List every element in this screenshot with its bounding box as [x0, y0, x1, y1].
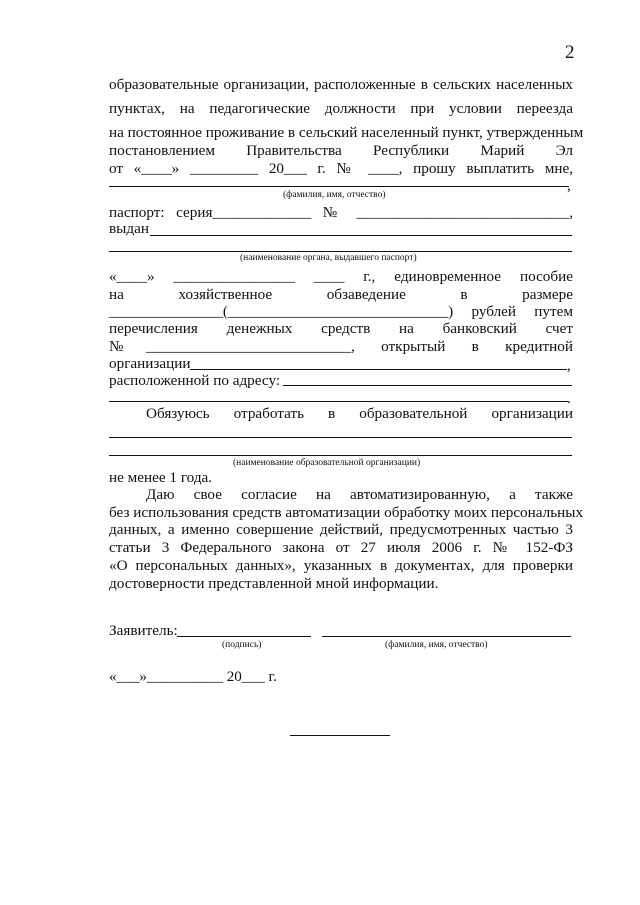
- consent-line-6: достоверности представленной мной информации.: [109, 575, 439, 592]
- consent-line-3: данных, а именно совершение действий, предусмотренных частью 3: [109, 521, 573, 538]
- org-label: организации: [109, 355, 191, 372]
- caption-org: (наименование образовательной организации): [233, 458, 421, 468]
- fio-field-line[interactable]: [109, 186, 569, 187]
- body-line-transfer: перечисления денежных средств на банковский счет: [109, 320, 573, 337]
- page-number: 2: [565, 42, 575, 63]
- issued-field-line[interactable]: [150, 235, 572, 236]
- address-field-line[interactable]: [283, 385, 572, 386]
- caption-signature: (подпись): [222, 640, 262, 650]
- consent-line-2: без использования средств автоматизации обработку моих персональных: [109, 504, 584, 521]
- org-comma: ,: [567, 357, 571, 374]
- passport-line[interactable]: паспорт: серия_____________ № ____________________________,: [109, 204, 573, 221]
- body-line-2: пунктах, на педагогические должности при условии переезда: [109, 100, 573, 117]
- issued-label: выдан: [109, 220, 149, 237]
- body-line-4: постановлением Правительства Республики Марий Эл: [109, 142, 573, 159]
- body-line-amount: на хозяйственное обзаведение в размере: [109, 286, 573, 303]
- address-label: расположенной по адресу:: [109, 372, 281, 389]
- caption-issuer: (наименование органа, выдавшего паспорт): [240, 253, 417, 263]
- applicant-name-field-line[interactable]: [322, 636, 571, 637]
- issuer-field-line[interactable]: [109, 251, 572, 252]
- applicant-label: Заявитель:: [109, 622, 178, 639]
- body-line-3: на постоянное проживание в сельский населенный пункт, утвержденным: [109, 124, 584, 141]
- org-name-line-1[interactable]: [109, 437, 572, 438]
- caption-fio-2: (фамилия, имя, отчество): [385, 640, 488, 650]
- address-field-line-2[interactable]: [109, 401, 568, 402]
- body-line-rubles: _______________(_____________________________) рублей путем: [109, 303, 573, 320]
- address-period: .: [567, 390, 571, 407]
- end-separator: [290, 735, 390, 736]
- consent-line-1: Даю свое согласие на автоматизированную, а также: [146, 486, 573, 503]
- caption-fio: (фамилия, имя, отчество): [283, 190, 386, 200]
- fio-comma: ,: [567, 177, 571, 194]
- body-line-date: «____» ________________ ____ г., единовременное пособие: [109, 268, 573, 285]
- term-line: не менее 1 года.: [109, 469, 213, 486]
- signature-date-line[interactable]: «___»__________ 20___ г.: [109, 668, 277, 685]
- consent-line-4: статьи 3 Федерального закона от 27 июля 2006 г. № 152-ФЗ: [109, 539, 573, 556]
- org-name-line-2[interactable]: [109, 455, 572, 456]
- body-line-5: от «____» _________ 20___ г. № ____, прошу выплатить мне,: [109, 160, 573, 177]
- org-field-line[interactable]: [190, 369, 567, 370]
- consent-line-5: «О персональных данных», указанных в документах, для проверки: [109, 557, 573, 574]
- signature-field-line[interactable]: [177, 636, 311, 637]
- body-line-account: №___________________________, открытый в кредитной: [109, 338, 573, 355]
- obligation-line: Обязуюсь отработать в образовательной организации: [146, 405, 573, 422]
- body-line-1: образовательные организации, расположенные в сельских населенных: [109, 76, 573, 93]
